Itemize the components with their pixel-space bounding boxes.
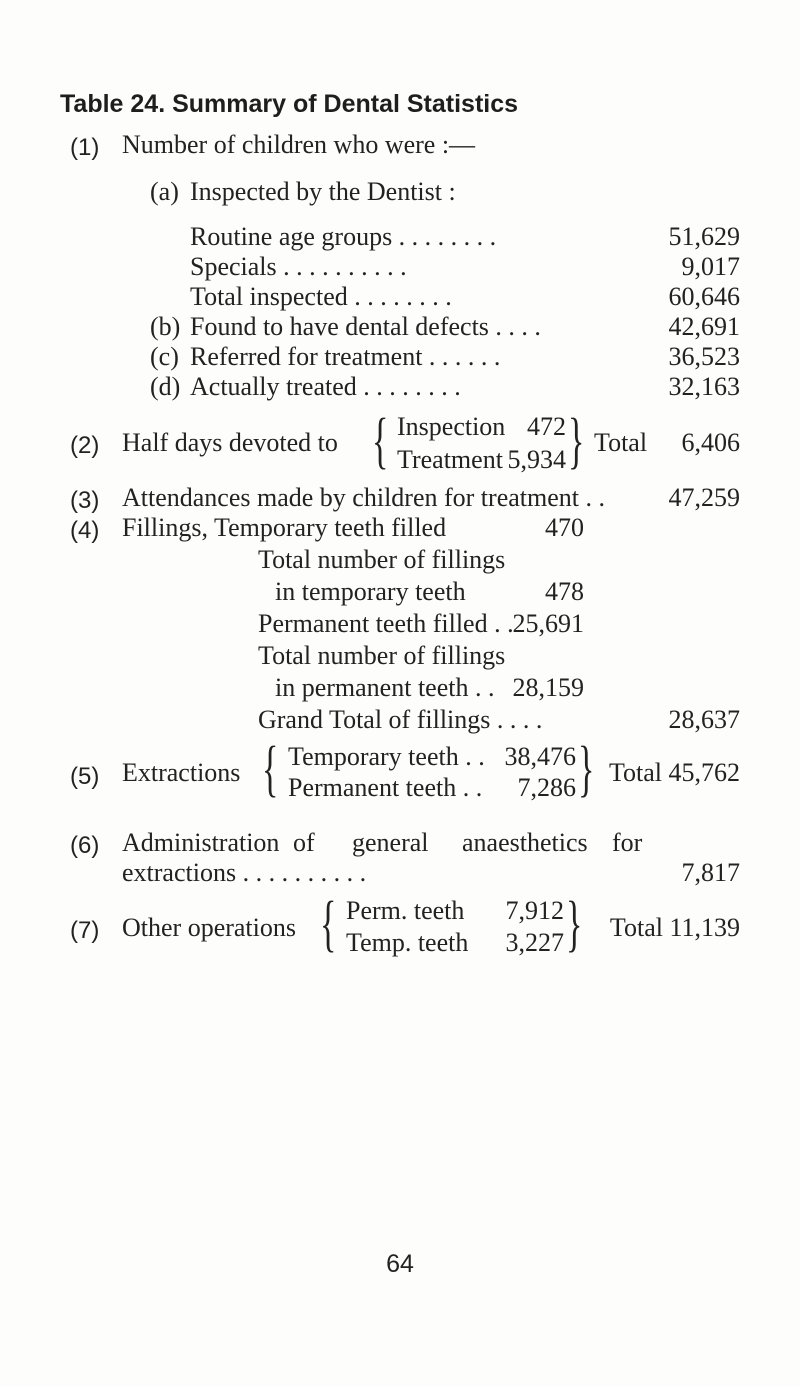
sub-label: (c) — [150, 342, 179, 371]
row-value: 472 — [527, 412, 566, 441]
row-label: anaesthetics — [462, 828, 588, 857]
sub-label: (d) — [150, 372, 181, 401]
row-label: in temporary teeth — [275, 577, 466, 606]
section-label: Number of children who were :— — [122, 130, 476, 159]
row-value: 60,646 — [668, 282, 740, 311]
item-number: (6) — [70, 832, 100, 859]
row-label: general — [352, 828, 429, 857]
right-brace: } — [566, 890, 583, 958]
row-label: Total inspected . . . . . . . . — [190, 282, 452, 311]
page-title: Table 24. Summary of Dental Statistics — [60, 90, 519, 118]
row-value: 28,637 — [668, 705, 740, 734]
row-label: Actually treated . . . . . . . . — [190, 372, 461, 401]
row-label: Attendances made by children for treatment . . — [122, 483, 605, 512]
row-label: Referred for treatment . . . . . . — [190, 342, 501, 371]
row-value: 7,286 — [517, 773, 576, 802]
section-label: Other operations — [122, 913, 297, 942]
sub-text: Inspected by the Dentist : — [190, 177, 456, 206]
row-value: 7,817 — [681, 858, 740, 887]
row-label: Inspection — [397, 412, 506, 441]
item-number: (2) — [70, 432, 100, 459]
row-label: Grand Total of fillings . . . . — [258, 705, 543, 734]
sub-label: (b) — [150, 312, 181, 341]
row-value: 25,691 — [512, 609, 584, 638]
row-value: 3,227 — [505, 928, 564, 957]
item-number: (3) — [70, 487, 100, 514]
row-value: 36,523 — [668, 342, 740, 371]
row-label: Permanent teeth . . — [288, 773, 483, 802]
row-value: 7,912 — [505, 896, 564, 925]
row-label: Routine age groups . . . . . . . . — [190, 222, 497, 251]
total-label: Total — [594, 428, 648, 457]
row-value: 32,163 — [668, 372, 740, 401]
section-label: Half days devoted to — [122, 428, 338, 457]
item-number: (5) — [70, 763, 100, 790]
left-brace: { — [262, 735, 279, 803]
row-value: 51,629 — [668, 222, 740, 251]
row-label: of — [293, 828, 315, 857]
row-label: Total number of fillings — [258, 545, 506, 574]
total-value: 6,406 — [681, 428, 740, 457]
row-label: Found to have dental defects . . . . — [190, 312, 541, 341]
right-brace: } — [568, 407, 585, 475]
row-value: 38,476 — [504, 742, 576, 771]
row-label: Temp. teeth — [346, 928, 469, 957]
page-number: 64 — [386, 1250, 414, 1278]
row-label: extractions . . . . . . . . . . — [122, 858, 367, 887]
row-label: Perm. teeth — [346, 896, 465, 925]
row-value: 47,259 — [668, 483, 740, 512]
row-label: Temporary teeth . . — [288, 742, 485, 771]
row-label: for — [612, 828, 643, 857]
total-value: Total 45,762 — [608, 758, 740, 787]
left-brace: { — [372, 407, 389, 475]
row-label: Permanent teeth filled . . — [258, 609, 514, 638]
left-brace: { — [320, 890, 337, 958]
right-brace: } — [578, 735, 595, 803]
item-number: (1) — [70, 134, 100, 161]
row-label: Treatment — [397, 445, 503, 474]
row-label: Specials . . . . . . . . . . — [190, 252, 407, 281]
item-number: (7) — [70, 917, 100, 944]
row-value: 5,934 — [507, 445, 566, 474]
row-label: Fillings, Temporary teeth filled — [122, 513, 447, 542]
total-value: Total 11,139 — [609, 913, 740, 942]
row-label: Total number of fillings — [258, 641, 506, 670]
row-value: 470 — [545, 513, 584, 542]
item-number: (4) — [70, 517, 100, 544]
row-value: 9,017 — [681, 252, 740, 281]
row-value: 42,691 — [668, 312, 740, 341]
section-label: Extractions — [122, 758, 241, 787]
row-label: Administration — [122, 828, 280, 857]
sub-label: (a) — [150, 177, 179, 206]
row-value: 478 — [545, 577, 584, 606]
row-label: in permanent teeth . . — [275, 673, 495, 702]
row-value: 28,159 — [512, 673, 584, 702]
